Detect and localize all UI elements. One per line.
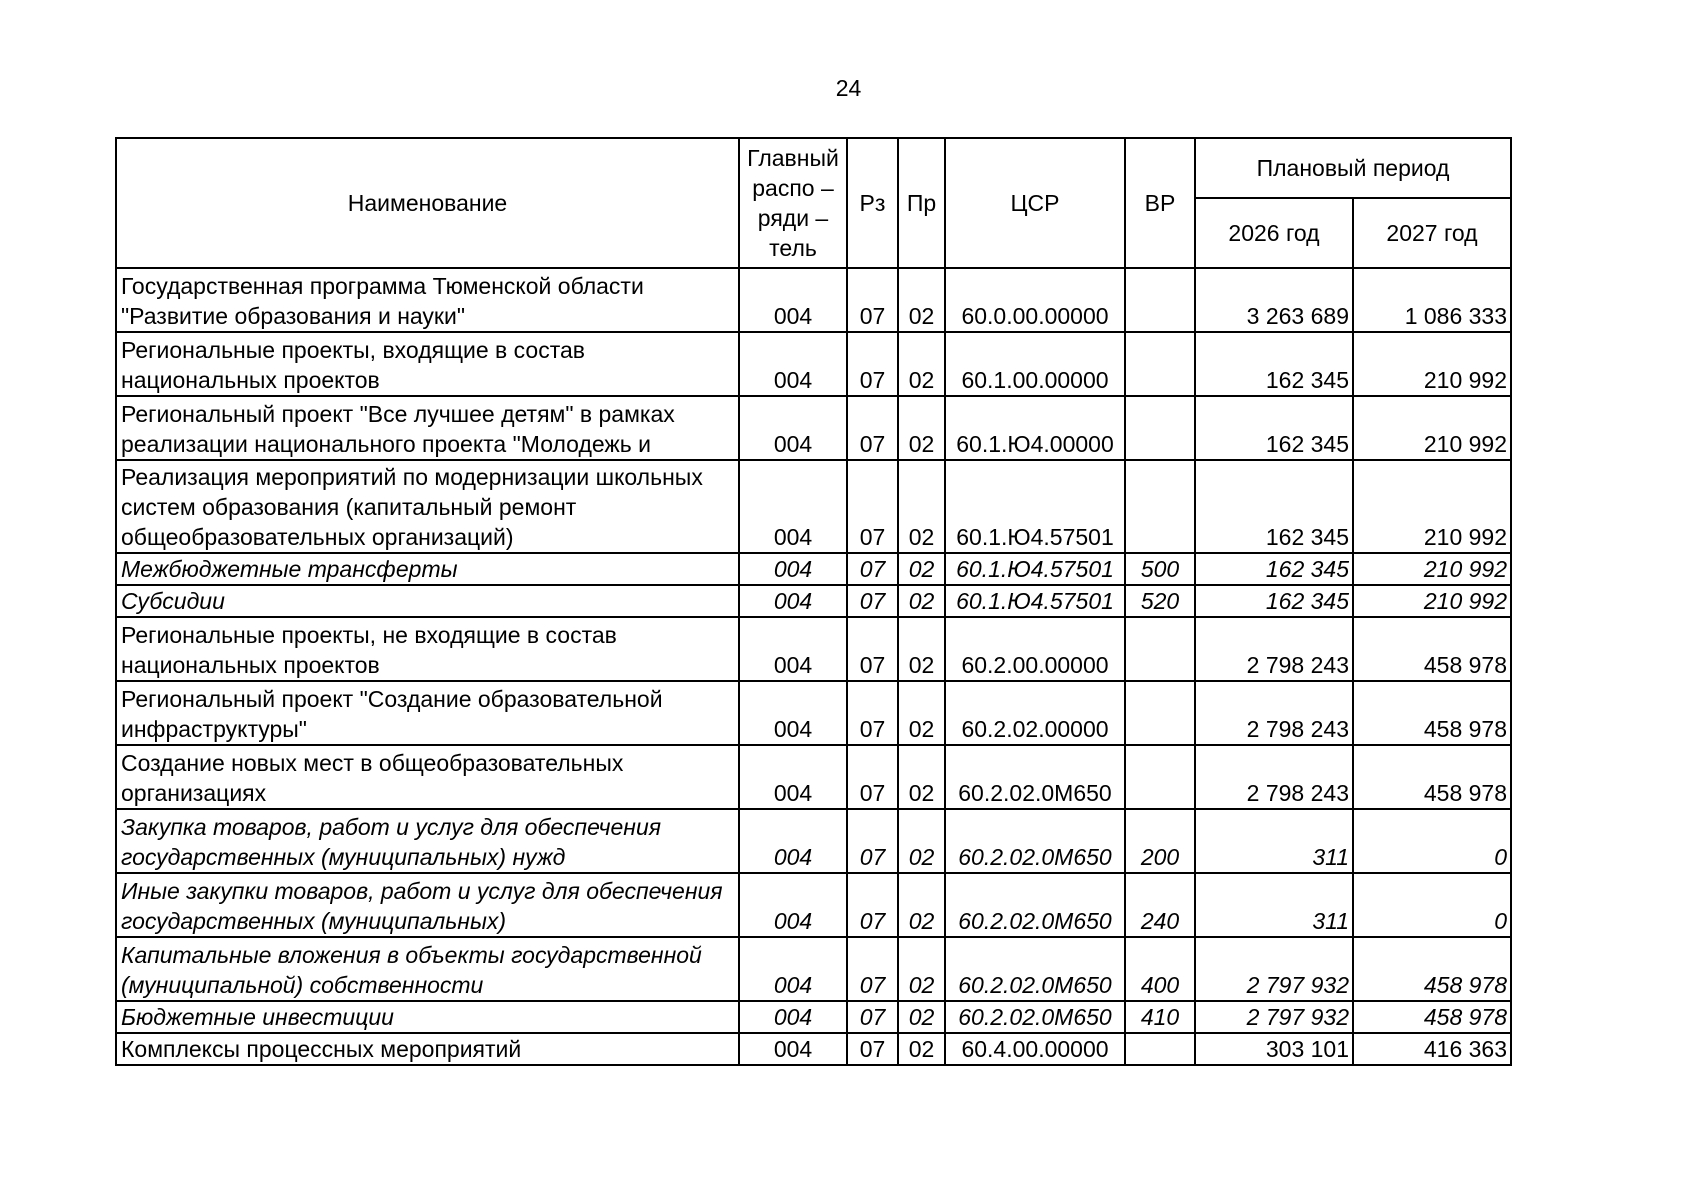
cell-2026: 2 797 932 [1195,1001,1353,1033]
table-body [116,268,1511,1065]
cell-grbs: 004 [739,396,847,460]
cell-2027: 210 992 [1353,396,1511,460]
cell-2026: 2 798 243 [1195,681,1353,745]
header-year-2026: 2026 год [1195,198,1353,268]
cell-vr: 240 [1125,873,1195,937]
cell-csr: 60.2.02.0М650 [945,1001,1125,1033]
cell-pr: 02 [898,873,945,937]
cell-name: Создание новых мест в общеобразовательных организациях [116,745,739,809]
cell-2027: 0 [1353,809,1511,873]
header-grbs-line: ряди – [757,205,829,231]
table-row [116,937,1511,1001]
cell-name: Государственная программа Тюменской области "Развитие образования и науки" [116,268,739,332]
cell-csr: 60.2.00.00000 [945,617,1125,681]
cell-csr: 60.1.00.00000 [945,332,1125,396]
cell-vr [1125,681,1195,745]
header-grbs-line: распо – [752,175,834,201]
cell-2027: 458 978 [1353,745,1511,809]
cell-rz: 07 [847,937,898,1001]
table-row [116,681,1511,745]
header-name: Наименование [116,138,739,268]
cell-name: Региональные проекты, входящие в состав национальных проектов [116,332,739,396]
cell-pr: 02 [898,681,945,745]
cell-2026: 162 345 [1195,553,1353,585]
header-grbs [739,138,847,268]
table-row [116,873,1511,937]
cell-2026: 2 797 932 [1195,937,1353,1001]
cell-2026: 311 [1195,809,1353,873]
cell-csr: 60.1.Ю4.57501 [945,585,1125,617]
cell-rz: 07 [847,809,898,873]
cell-2027: 458 978 [1353,1001,1511,1033]
page-number: 24 [835,75,862,101]
cell-name: Региональный проект "Все лучшее детям" в рамках реализации национального проекта "Молодежь и [116,396,739,460]
cell-grbs: 004 [739,681,847,745]
cell-2027: 0 [1353,873,1511,937]
cell-rz: 07 [847,553,898,585]
table-row [116,460,1511,553]
cell-pr: 02 [898,617,945,681]
cell-vr: 200 [1125,809,1195,873]
table-row [116,553,1511,585]
header-csr: ЦСР [945,138,1125,268]
cell-pr: 02 [898,396,945,460]
cell-2026: 3 263 689 [1195,268,1353,332]
cell-2027: 416 363 [1353,1033,1511,1065]
cell-2027: 210 992 [1353,585,1511,617]
cell-grbs: 004 [739,873,847,937]
cell-2026: 162 345 [1195,585,1353,617]
table-row [116,585,1511,617]
header-rz: Рз [847,138,898,268]
cell-2027: 458 978 [1353,937,1511,1001]
cell-pr: 02 [898,460,945,553]
cell-csr: 60.0.00.00000 [945,268,1125,332]
cell-csr: 60.2.02.0М650 [945,809,1125,873]
cell-2026: 162 345 [1195,396,1353,460]
cell-grbs: 004 [739,937,847,1001]
cell-grbs: 004 [739,585,847,617]
cell-vr [1125,268,1195,332]
cell-vr: 410 [1125,1001,1195,1033]
cell-vr [1125,396,1195,460]
table-row [116,1001,1511,1033]
cell-rz: 07 [847,745,898,809]
cell-2026: 162 345 [1195,460,1353,553]
cell-pr: 02 [898,745,945,809]
table-row [116,268,1511,332]
cell-grbs: 004 [739,268,847,332]
cell-rz: 07 [847,585,898,617]
cell-grbs: 004 [739,332,847,396]
cell-csr: 60.2.02.0М650 [945,937,1125,1001]
cell-pr: 02 [898,268,945,332]
cell-vr [1125,460,1195,553]
cell-rz: 07 [847,460,898,553]
cell-grbs: 004 [739,1033,847,1065]
cell-name: Капитальные вложения в объекты государственной (муниципальной) собственности [116,937,739,1001]
cell-rz: 07 [847,681,898,745]
cell-2026: 2 798 243 [1195,745,1353,809]
cell-2027: 458 978 [1353,617,1511,681]
cell-name: Реализация мероприятий по модернизации школьных систем образования (капитальный ремонт общеобразовательных организаций) [116,460,739,553]
cell-2027: 210 992 [1353,553,1511,585]
cell-csr: 60.2.02.0М650 [945,745,1125,809]
cell-2027: 458 978 [1353,681,1511,745]
cell-vr: 500 [1125,553,1195,585]
cell-grbs: 004 [739,617,847,681]
cell-rz: 07 [847,617,898,681]
cell-name: Бюджетные инвестиции [116,1001,739,1033]
cell-name: Субсидии [116,585,739,617]
header-planned-period: Плановый период [1195,138,1511,198]
cell-vr [1125,1033,1195,1065]
cell-name: Иные закупки товаров, работ и услуг для обеспечения государственных (муниципальных) [116,873,739,937]
cell-csr: 60.1.Ю4.57501 [945,460,1125,553]
cell-grbs: 004 [739,1001,847,1033]
cell-2027: 210 992 [1353,332,1511,396]
cell-grbs: 004 [739,745,847,809]
cell-rz: 07 [847,396,898,460]
cell-name: Комплексы процессных мероприятий [116,1033,739,1065]
cell-2026: 303 101 [1195,1033,1353,1065]
header-year-2027: 2027 год [1353,198,1511,268]
cell-pr: 02 [898,1033,945,1065]
cell-grbs: 004 [739,460,847,553]
cell-pr: 02 [898,585,945,617]
cell-name: Региональный проект "Создание образовательной инфраструктуры" [116,681,739,745]
budget-table [115,137,1512,1066]
header-grbs-line: тель [769,235,817,261]
header-grbs-line: Главный [747,145,839,171]
cell-csr: 60.2.02.00000 [945,681,1125,745]
cell-2026: 162 345 [1195,332,1353,396]
cell-vr: 520 [1125,585,1195,617]
cell-2026: 311 [1195,873,1353,937]
cell-csr: 60.1.Ю4.00000 [945,396,1125,460]
cell-name: Региональные проекты, не входящие в состав национальных проектов [116,617,739,681]
cell-vr [1125,332,1195,396]
cell-rz: 07 [847,268,898,332]
header-pr: Пр [898,138,945,268]
cell-pr: 02 [898,553,945,585]
cell-2026: 2 798 243 [1195,617,1353,681]
cell-2027: 210 992 [1353,460,1511,553]
table-row [116,332,1511,396]
cell-rz: 07 [847,1001,898,1033]
table-row [116,617,1511,681]
cell-vr [1125,745,1195,809]
cell-rz: 07 [847,873,898,937]
table-row [116,745,1511,809]
cell-name: Закупка товаров, работ и услуг для обеспечения государственных (муниципальных) нужд [116,809,739,873]
header-vr: ВР [1125,138,1195,268]
cell-rz: 07 [847,1033,898,1065]
cell-vr: 400 [1125,937,1195,1001]
cell-name: Межбюджетные трансферты [116,553,739,585]
cell-pr: 02 [898,1001,945,1033]
cell-csr: 60.2.02.0М650 [945,873,1125,937]
cell-pr: 02 [898,937,945,1001]
table-row [116,1033,1511,1065]
cell-vr [1125,617,1195,681]
cell-grbs: 004 [739,553,847,585]
cell-pr: 02 [898,809,945,873]
table-row [116,396,1511,460]
cell-csr: 60.1.Ю4.57501 [945,553,1125,585]
cell-grbs: 004 [739,809,847,873]
table-row [116,809,1511,873]
cell-pr: 02 [898,332,945,396]
cell-2027: 1 086 333 [1353,268,1511,332]
cell-csr: 60.4.00.00000 [945,1033,1125,1065]
cell-rz: 07 [847,332,898,396]
